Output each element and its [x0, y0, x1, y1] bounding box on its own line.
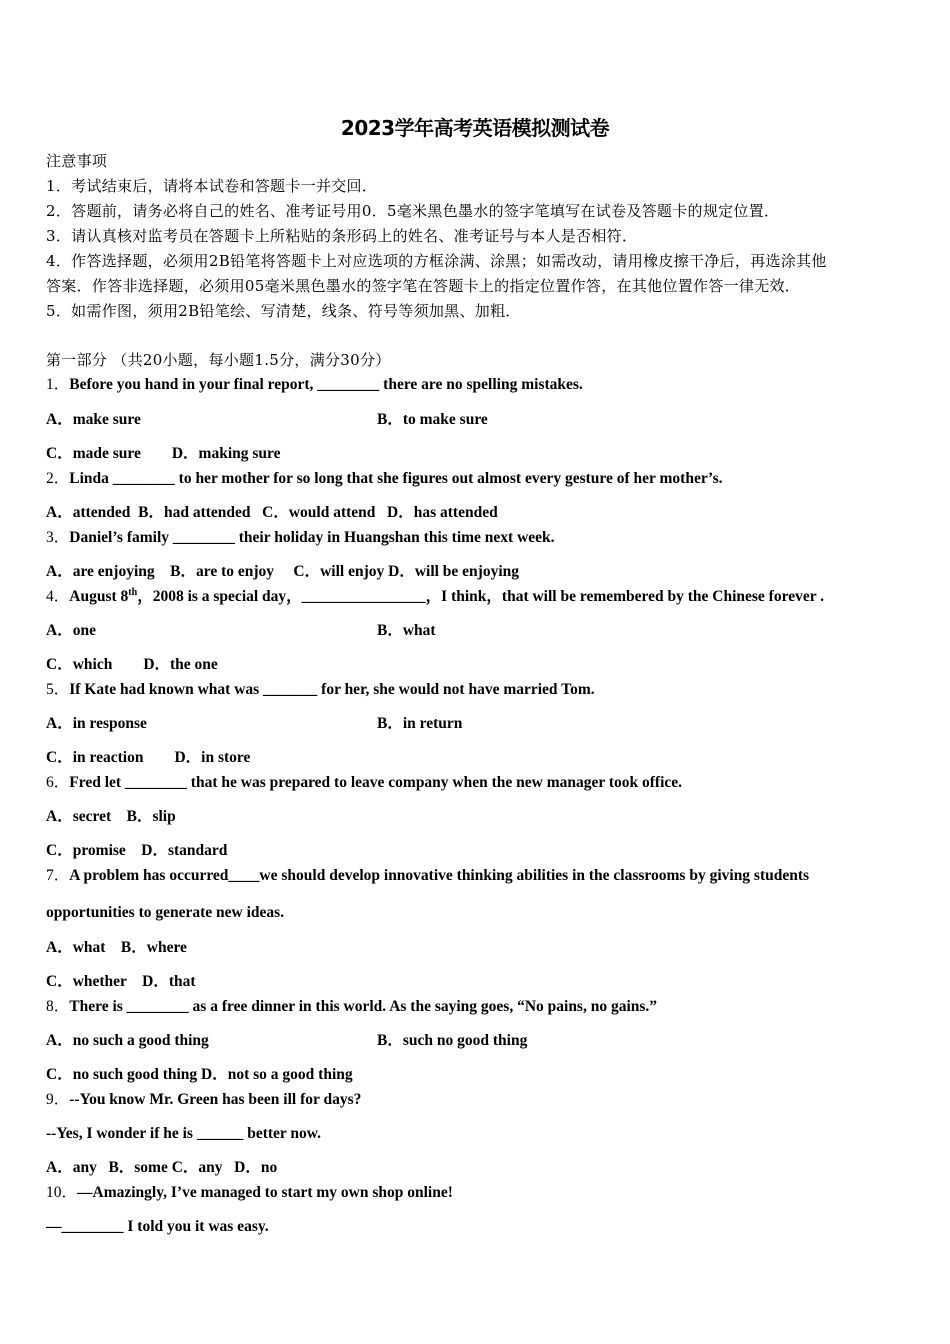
- question-number: 9．: [46, 1091, 70, 1108]
- question-text: August 8: [69, 588, 129, 605]
- question-text: Daniel’s family ________ their holiday in Huangshan this time next week.: [69, 529, 555, 546]
- question-number: 4．: [46, 588, 70, 605]
- notice-item-1: 1．考试结束后，请将本试卷和答题卡一并交回．: [46, 177, 378, 195]
- question-number: 10．: [46, 1184, 78, 1201]
- superscript: th: [128, 586, 138, 598]
- question-9: [46, 1090, 361, 1110]
- question-7-cont: opportunities to generate new ideas.: [46, 904, 285, 921]
- q6-options-ab: A．secret B．slip: [46, 808, 176, 825]
- question-7: [46, 866, 809, 886]
- question-number: 7．: [46, 867, 70, 884]
- q6-options-cd: C．promise D．standard: [46, 842, 228, 859]
- question-text: There is ________ as a free dinner in this world. As the saying goes, “No pains, no gains.”: [69, 998, 658, 1015]
- question-10: [46, 1183, 453, 1203]
- q4-option-a: A．one: [46, 622, 96, 639]
- question-9-reply: --Yes, I wonder if he is ______ better now.: [46, 1125, 321, 1142]
- q7-options-ab: A．what B．where: [46, 939, 187, 956]
- q3-options: A．are enjoying B．are to enjoy C．will enjoy D．will be enjoying: [46, 563, 520, 580]
- question-text: —Amazingly, I’ve managed to start my own shop online!: [77, 1184, 453, 1201]
- notice-item-2: 2．答题前，请务必将自己的姓名、准考证号用0．5毫米黑色墨水的签字笔填写在试卷及答题卡的规定位置．: [46, 202, 780, 220]
- question-10-reply: —________ I told you it was easy.: [46, 1218, 269, 1235]
- notice-item-3: 3．请认真核对监考员在答题卡上所粘贴的条形码上的姓名、准考证号与本人是否相符．: [46, 227, 638, 245]
- question-3: [46, 528, 555, 548]
- q4-option-b: B．what: [377, 622, 436, 639]
- notice-item-4: 4．作答选择题，必须用2B铅笔将答题卡上对应选项的方框涂满、涂黑；如需改动，请用橡皮擦干净后，再选涂其他: [46, 252, 827, 270]
- section-heading: 第一部分 （共20小题，每小题1.5分，满分30分）: [46, 351, 391, 369]
- question-4: [46, 587, 824, 607]
- q5-option-a: A．in response: [46, 715, 147, 732]
- q7-options-cd: C．whether D．that: [46, 973, 196, 990]
- q5-option-b: B．in return: [377, 715, 463, 732]
- question-text: A problem has occurred____we should develop innovative thinking abilities in the classrooms by giving students: [69, 867, 810, 884]
- question-2: [46, 469, 723, 489]
- question-1: [46, 375, 583, 395]
- question-8: [46, 997, 657, 1017]
- question-text: If Kate had known what was _______ for her, she would not have married Tom.: [69, 681, 595, 698]
- question-number: 6．: [46, 774, 70, 791]
- q9-options: A．any B．some C．any D．no: [46, 1159, 278, 1176]
- q2-options: A．attended B．had attended C．would attend D．has attended: [46, 504, 498, 521]
- q5-options-cd: C．in reaction D．in store: [46, 749, 251, 766]
- question-text-cont: ，2008 is a special day，________________，I think，that will be remembered by the Chinese forever .: [137, 588, 825, 605]
- question-number: 2．: [46, 470, 70, 487]
- question-number: 8．: [46, 998, 70, 1015]
- notice-item-5: 5．如需作图，须用2B铅笔绘、写清楚，线条、符号等须加黑、加粗．: [46, 302, 521, 320]
- question-6: [46, 773, 682, 793]
- question-number: 3．: [46, 529, 70, 546]
- question-text: Before you hand in your final report, ________ there are no spelling mistakes.: [69, 376, 583, 393]
- q1-options-cd: C．made sure D．making sure: [46, 445, 281, 462]
- notice-heading: 注意事项: [46, 152, 108, 170]
- question-number: 1．: [46, 376, 70, 393]
- q8-options-cd: C．no such good thing D．not so a good thing: [46, 1066, 353, 1083]
- notice-item-4-cont: 答案．作答非选择题，必须用05毫米黑色墨水的签字笔在答题卡上的指定位置作答，在其他位置作答一律无效．: [46, 277, 801, 295]
- page-title: 2023学年高考英语模拟测试卷: [340, 116, 610, 140]
- q4-options-cd: C．which D．the one: [46, 656, 218, 673]
- q1-option-a: A．make sure: [46, 411, 141, 428]
- question-number: 5．: [46, 681, 70, 698]
- q1-option-b: B．to make sure: [377, 411, 488, 428]
- q8-option-b: B．such no good thing: [377, 1032, 528, 1049]
- question-text: Fred let ________ that he was prepared to leave company when the new manager took office.: [69, 774, 683, 791]
- question-text: --You know Mr. Green has been ill for days?: [69, 1091, 362, 1108]
- q8-option-a: A．no such a good thing: [46, 1032, 209, 1049]
- question-5: [46, 680, 595, 700]
- question-text: Linda ________ to her mother for so long that she figures out almost every gesture of her mother’s.: [69, 470, 723, 487]
